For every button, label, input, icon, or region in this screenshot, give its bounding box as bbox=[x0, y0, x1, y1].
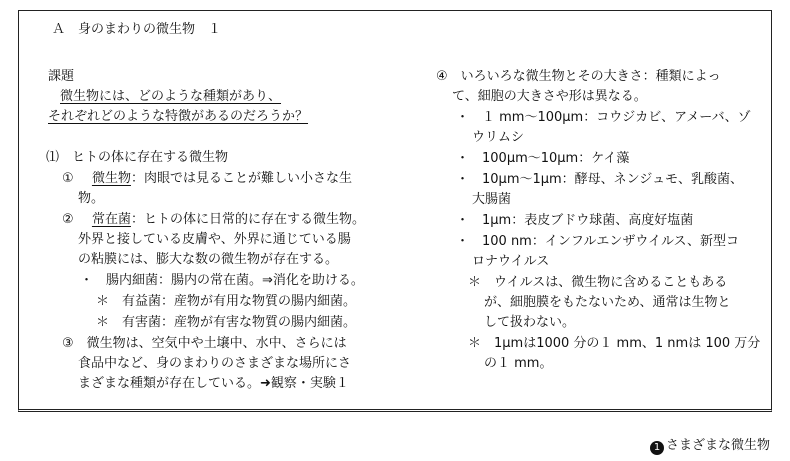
size-item-1um: ・ 1μm：表皮ブドウ球菌、高度好塩菌 bbox=[456, 213, 694, 228]
unit-note-line2: の１ mm。 bbox=[484, 356, 553, 371]
virus-note-line2: が、細胞膜をもたないため、通常は生物と bbox=[484, 295, 731, 310]
item-2-term: 常在菌 bbox=[91, 212, 131, 227]
harmful-bacteria-item: ＊ 有害菌：産物が有害な物質の腸内細菌。 bbox=[96, 315, 357, 330]
caption-text: さまざまな微生物 bbox=[666, 438, 771, 453]
size-item-100um: ・ 100μm〜10μm：ケイ藻 bbox=[456, 151, 630, 166]
item-3-line2: 食品中など、身のまわりのさまざまな場所にさ bbox=[78, 356, 352, 371]
item-1-line1 bbox=[62, 169, 352, 189]
size-item-100nm-line2: ロナウイルス bbox=[472, 254, 550, 269]
task-label: 課題 bbox=[48, 69, 75, 84]
virus-note-line3: して扱わない。 bbox=[484, 315, 576, 330]
size-item-1mm-line2: ウリムシ bbox=[472, 130, 525, 145]
figure-caption bbox=[650, 436, 770, 456]
item-1-marker: ① bbox=[62, 171, 74, 186]
section-4-line1: ④ いろいろな微生物とその大きさ：種類によっ bbox=[436, 69, 721, 84]
size-item-1mm-line1: ・ １ mm〜100μm：コウジカビ、アメーバ、ゾ bbox=[456, 110, 751, 125]
item-2-marker: ② bbox=[62, 212, 74, 227]
item-2-definition: ：ヒトの体に日常的に存在する微生物。 bbox=[130, 212, 365, 227]
task-question-line2: それぞれどのような特徴があるのだろうか？ bbox=[48, 109, 309, 124]
item-2-line1 bbox=[62, 210, 365, 230]
item-1-definition: ：肉眼では見ることが難しい小さな生 bbox=[130, 171, 352, 186]
size-item-10um-line2: 大腸菌 bbox=[472, 192, 512, 207]
size-item-100nm-line1: ・ 100 nm：インフルエンザウイルス、新型コ bbox=[456, 234, 739, 249]
item-3-line1: ③ 微生物は、空気中や土壌中、水中、さらには bbox=[62, 336, 347, 351]
page-title: Ａ 身のまわりの微生物 １ bbox=[52, 22, 222, 37]
item-2-line3: の粘膜には、膨大な数の微生物が存在する。 bbox=[78, 252, 339, 267]
item-1-term: 微生物 bbox=[91, 171, 131, 186]
item-2-line2: 外界と接している皮膚や、外界に通じている腸 bbox=[78, 232, 351, 247]
unit-note-line1: ＊ 1μmは1000 分の１ mm、1 nmは 100 万分 bbox=[468, 336, 761, 351]
section-4-line2: て、細胞の大きさや形は異なる。 bbox=[452, 89, 647, 104]
caption-number-badge: 1 bbox=[650, 441, 664, 455]
gut-bacteria-item: ・ 腸内細菌：腸内の常在菌。⇒消化を助ける。 bbox=[80, 273, 364, 288]
virus-note-line1: ＊ ウイルスは、微生物に含めることもある bbox=[468, 275, 728, 290]
beneficial-bacteria-item: ＊ 有益菌：産物が有用な物質の腸内細菌。 bbox=[96, 294, 357, 309]
item-3-line3: まざまな種類が存在している。➜観察・実験１ bbox=[78, 376, 349, 391]
size-item-10um-line1: ・ 10μm〜1μm：酵母、ネンジュモ、乳酸菌、 bbox=[456, 172, 743, 187]
task-question-line1: 微生物には、どのような種類があり、 bbox=[60, 89, 282, 104]
item-1-line2: 物。 bbox=[78, 191, 105, 206]
section-1-heading: ⑴ ヒトの体に存在する微生物 bbox=[46, 150, 229, 165]
